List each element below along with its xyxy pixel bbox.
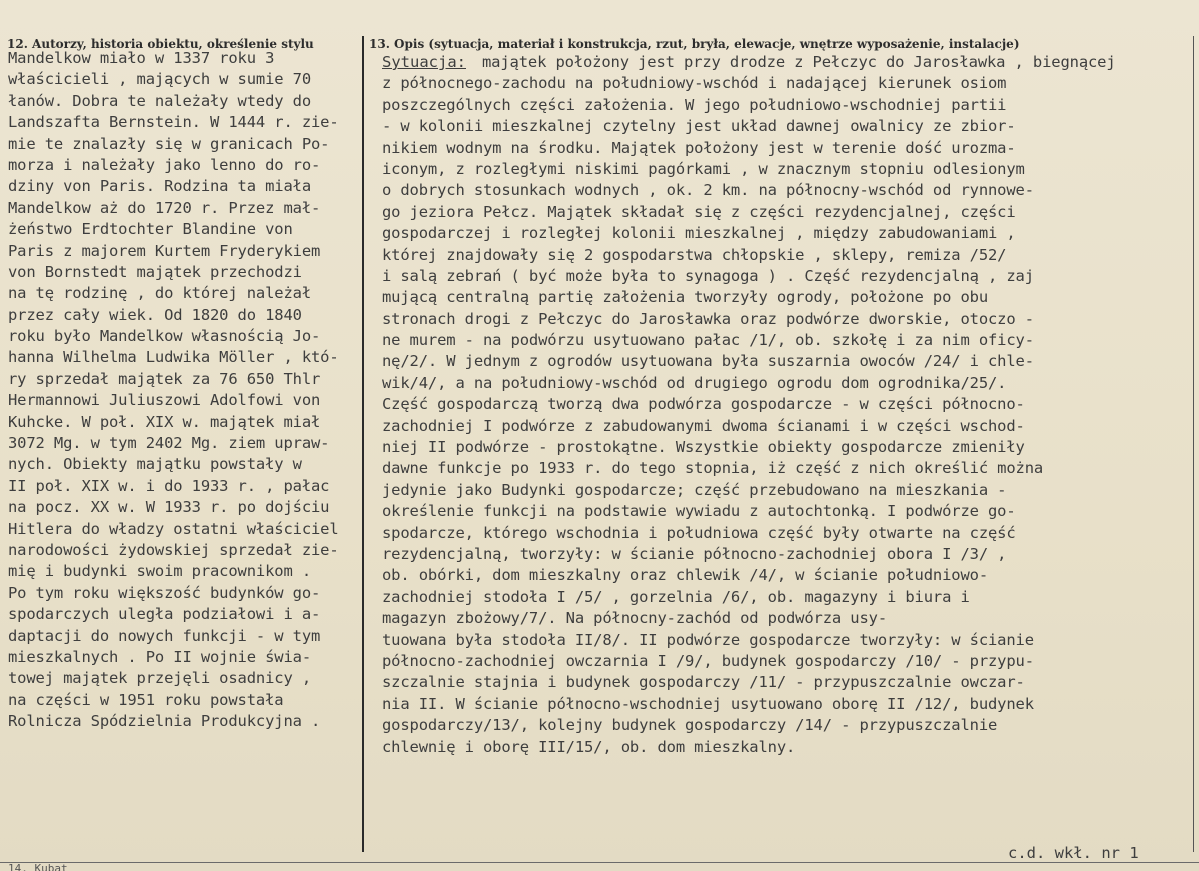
text-line: dawne funkcje po 1933 r. do tego stopnia, iż część z nich określić można bbox=[382, 459, 1044, 478]
text-line: dziny von Paris. Rodzina ta miała bbox=[8, 177, 311, 196]
text-line: z północnego-zachodu na południowy-wschód i nadającej kierunek osiom bbox=[382, 74, 1007, 93]
text-line: poszczególnych części założenia. W jego południowo-wschodniej partii bbox=[382, 95, 1007, 114]
text-line: stronach drogi z Pełczyc do Jarosławka oraz podwórze dworskie, otoczo - bbox=[382, 309, 1034, 328]
text-line: morza i należały jako lenno do ro- bbox=[8, 155, 321, 174]
text-line: nia II. W ścianie północno-wschodniej usytuowano oborę II /12/, budynek bbox=[382, 694, 1034, 713]
text-line: spodarczych uległa podziałowi i a- bbox=[8, 605, 321, 624]
text-line: gospodarczy/13/, kolejny budynek gospodarczy /14/ - przypuszczalnie bbox=[382, 716, 998, 735]
text-line: roku było Mandelkow własnością Jo- bbox=[8, 327, 321, 346]
text-line: wik/4/, a na południowy-wschód od drugiego ogrodu dom ogrodnika/25/. bbox=[382, 373, 1007, 392]
sytuacja-label: Sytuacja: bbox=[382, 53, 466, 71]
section-12-header: 12. Autorzy, historia obiektu, określenie stylu bbox=[7, 37, 314, 51]
text-line: II poł. XIX w. i do 1933 r. , pałac bbox=[8, 476, 330, 495]
text-line: zachodniej stodoła I /5/ , gorzelnia /6/, ob. magazyny i biura i bbox=[382, 587, 970, 606]
text-line: Mandelkow aż do 1720 r. Przez mał- bbox=[8, 198, 321, 217]
text-line: ob. obórki, dom mieszkalny oraz chlewik /4/, w ścianie południowo- bbox=[382, 566, 988, 585]
text-line: zachodniej I podwórze z zabudowanymi dwoma ścianami i w części wschod- bbox=[382, 416, 1025, 435]
text-line: na tę rodzinę , do której należał bbox=[8, 284, 311, 303]
text-line: na części w 1951 roku powstała bbox=[8, 690, 284, 709]
text-line: Hitlera do władzy ostatni właściciel bbox=[8, 519, 339, 538]
text-line: go jeziora Pełcz. Majątek składał się z części rezydencjalnej, części bbox=[382, 202, 1016, 221]
text-line: nę/2/. W jednym z ogrodów usytuowana była suszarnia owoców /24/ i chle- bbox=[382, 352, 1034, 371]
text-line: von Bornstedt majątek przechodzi bbox=[8, 262, 302, 281]
text-line: - w kolonii mieszkalnej czytelny jest układ dawnej owalnicy ze zbior- bbox=[382, 117, 1016, 136]
text-line: ne murem - na podwórzu usytuowano pałac /1/, ob. szkołę i za nim oficy- bbox=[382, 331, 1034, 350]
text-line: północno-zachodniej owczarnia I /9/, budynek gospodarczy /10/ - przypu- bbox=[382, 651, 1034, 670]
text-line: o dobrych stosunkach wodnych , ok. 2 km. na północny-wschód od rynnowe- bbox=[382, 181, 1034, 200]
continuation-reference: c.d. wkł. nr 1 bbox=[1008, 844, 1139, 862]
text-line: łanów. Dobra te należały wtedy do bbox=[8, 91, 311, 110]
text-line: Hermannowi Juliuszowi Adolfowi von bbox=[8, 391, 321, 410]
text-line: Kuhcke. W poł. XIX w. majątek miał bbox=[8, 412, 321, 431]
text-line: mię i budynki swoim pracownikom . bbox=[8, 562, 311, 581]
text-line: iconym, z rozległymi niskimi pagórkami , w znacznym stopniu odlesionym bbox=[382, 159, 1025, 178]
text-line: Część gospodarczą tworzą dwa podwórza gospodarcze - w części północno- bbox=[382, 395, 1025, 414]
text-line: narodowości żydowskiej sprzedał zie- bbox=[8, 540, 339, 559]
column-divider bbox=[362, 36, 364, 852]
text-line: mie te znalazły się w granicach Po- bbox=[8, 134, 330, 153]
text-line: 3072 Mg. w tym 2402 Mg. ziem upraw- bbox=[8, 434, 330, 453]
text-line: daptacji do nowych funkcji - w tym bbox=[8, 626, 321, 645]
text-line: szczalnie stajnia i budynek gospodarczy /11/ - przypuszczalnie owczar- bbox=[382, 673, 1025, 692]
text-line: określenie funkcji na podstawie wywiadu z autochtonką. I podwórze go- bbox=[382, 502, 1016, 521]
section-13-header: 13. Opis (sytuacja, materiał i konstrukcja, rzut, bryła, elewacje, wnętrze wyposażenie, instalacje) bbox=[369, 37, 1020, 51]
bottom-border bbox=[0, 862, 1199, 863]
text-line: rezydencjalną, tworzyły: w ścianie północno-zachodniej obora I /3/ , bbox=[382, 544, 1007, 563]
text-line: mującą centralną partię założenia tworzyły ogrody, położone po obu bbox=[382, 288, 988, 307]
text-line: nych. Obiekty majątku powstały w bbox=[8, 455, 302, 474]
section-12-text bbox=[8, 48, 360, 733]
text-line: towej majątek przejęli osadnicy , bbox=[8, 669, 311, 688]
text-line: Paris z majorem Kurtem Fryderykiem bbox=[8, 241, 321, 260]
text-line: ry sprzedał majątek za 76 650 Thlr bbox=[8, 369, 321, 388]
text-line: majątek położony jest przy drodze z Pełczyc do Jarosławka , biegnącej bbox=[482, 53, 1116, 71]
text-line: mieszkalnych . Po II wojnie świa- bbox=[8, 647, 311, 666]
text-line: magazyn zbożowy/7/. Na północny-zachód od podwórza usy- bbox=[382, 609, 887, 628]
text-line: Rolnicza Spódzielnia Produkcyjna . bbox=[8, 712, 321, 731]
text-line: Po tym roku większość budynków go- bbox=[8, 583, 321, 602]
text-line: właścicieli , mających w sumie 70 bbox=[8, 70, 311, 89]
text-line: przez cały wiek. Od 1820 do 1840 bbox=[8, 305, 302, 324]
text-line: żeństwo Erdtochter Blandine von bbox=[8, 220, 293, 239]
text-line: jedynie jako Budynki gospodarcze; część przebudowano na mieszkania - bbox=[382, 480, 1007, 499]
text-line: na pocz. XX w. W 1933 r. po dojściu bbox=[8, 498, 330, 517]
text-line: hanna Wilhelma Ludwika Möller , któ- bbox=[8, 348, 339, 367]
text-line: spodarcze, którego wschodnia i południowa część były otwarte na część bbox=[382, 523, 1016, 542]
text-line: Mandelkow miało w 1337 roku 3 bbox=[8, 49, 275, 67]
text-line: chlewnię i oborę III/15/, ob. dom mieszkalny. bbox=[382, 737, 796, 756]
section-14-header: 14. Kubat bbox=[8, 862, 68, 871]
text-line: nikiem wodnym na środku. Majątek położony jest w terenie dość urozma- bbox=[382, 138, 1016, 157]
text-line: Landszafta Bernstein. W 1444 r. zie- bbox=[8, 113, 339, 132]
text-line: tuowana była stodoła II/8/. II podwórze gospodarcze tworzyły: w ścianie bbox=[382, 630, 1034, 649]
section-13-text bbox=[382, 52, 1192, 758]
text-line: i salą zebrań ( być może była to synagoga ) . Część rezydencjalną , zaj bbox=[382, 266, 1034, 285]
text-line: niej II podwórze - prostokątne. Wszystkie obiekty gospodarcze zmieniły bbox=[382, 438, 1025, 457]
text-line: gospodarczej i rozległej kolonii mieszkalnej , między zabudowaniami , bbox=[382, 224, 1016, 243]
text-line: której znajdowały się 2 gospodarstwa chłopskie , sklepy, remiza /52/ bbox=[382, 245, 1007, 264]
right-border bbox=[1193, 36, 1194, 852]
